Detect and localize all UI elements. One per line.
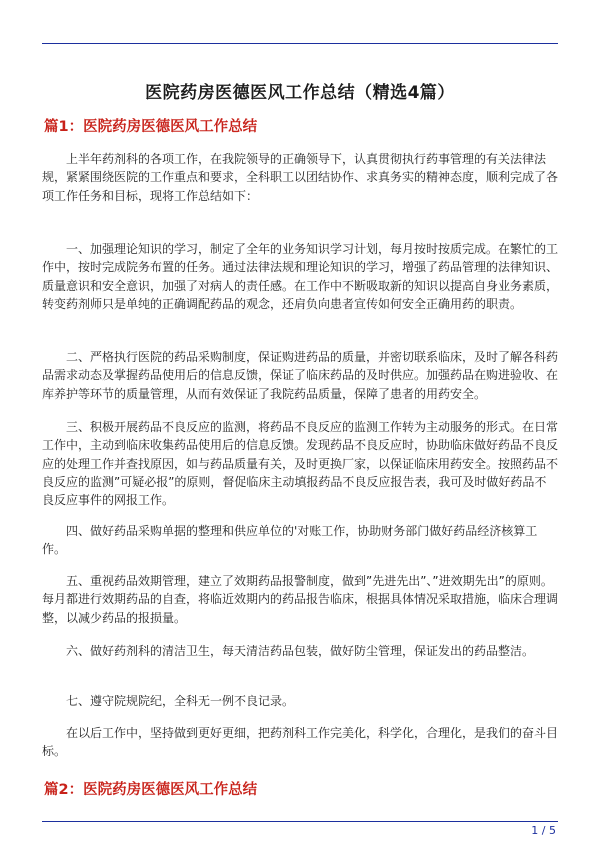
paragraph-item-4: 四、做好药品采购单据的整理和供应单位的'对账工作，协助财务部门做好药品经济核算工作。 <box>42 524 538 557</box>
page-title: 医院药房医德医风工作总结（精选4篇） <box>145 83 455 103</box>
paragraph-item-2: 二、严格执行医院的药品采购制度，保证购进药品的质量，并密切联系临床，及时了解各科药品需求动态及掌握药品使用后的信息反馈，保证了临床药品的及时供应。加强药品在购进验收、在库养护等环节的质量管理，从而有效保证了我院药品质量，保障了患者的用药安全。 <box>42 350 559 401</box>
paragraph-item-6: 六、做好药剂科的清洁卫生，每天清洁药品包装，做好防尘管理，保证发出的药品整洁。 <box>66 644 535 658</box>
paragraph-closing: 在以后工作中，坚持做到更好更细，把药剂科工作完美化，科学化，合理化，是我们的奋斗目标。 <box>42 726 559 759</box>
section-heading-1: 篇1：医院药房医德医风工作总结 <box>44 119 258 135</box>
paragraph-item-5: 五、重视药品效期管理，建立了效期药品报警制度，做到”先进先出”、”进效期先出”的原则。每月都进行效期药品的自查，将临近效期内的药品报告临床，根据具体情况采取措施，临床合理调整，以减少药品的报损量。 <box>42 574 559 625</box>
section-heading-2: 篇2：医院药房医德医风工作总结 <box>44 782 258 798</box>
paragraph-item-1: 一、加强理论知识的学习，制定了全年的业务知识学习计划，每月按时按质完成。在繁忙的工作中，按时完成院务布置的任务。通过法律法规和理论知识的学习，增强了药品管理的法律知识、质量意识和安全意识，加强了对病人的责任感。在工作中不断吸取新的知识以提高自身业务素质，转变药剂师只是单纯的正确调配药品的观念，还肩负向患者宣传如何安全正确用药的职责。 <box>42 242 559 311</box>
page-number: 1 / 5 <box>531 824 556 837</box>
paragraph-item-7: 七、遵守院规院纪，全科无一例不良记录。 <box>66 694 295 708</box>
bottom-rule <box>42 821 558 822</box>
paragraph-intro: 上半年药剂科的各项工作，在我院领导的正确领导下，认真贯彻执行药事管理的有关法律法规，紧紧围绕医院的工作重点和要求，全科职工以团结协作、求真务实的精神态度，顺利完成了各项工作任务和目标，现将工作总结如下： <box>42 152 559 203</box>
top-rule <box>42 43 558 44</box>
paragraph-item-3: 三、积极开展药品不良反应的监测，将药品不良反应的监测工作转为主动服务的形式。在日常工作中，主动到临床收集药品使用后的信息反馈。发现药品不良反应时，协助临床做好药品不良反应的处理工作并查找原因，如与药品质量有关，及时更换厂家，以保证临床用药安全。按照药品不良反应的监测”可疑必报”的原则，督促临床主动填报药品不良反应报告表，我可及时做好药品不良反应事件的网报工作。 <box>42 420 559 508</box>
